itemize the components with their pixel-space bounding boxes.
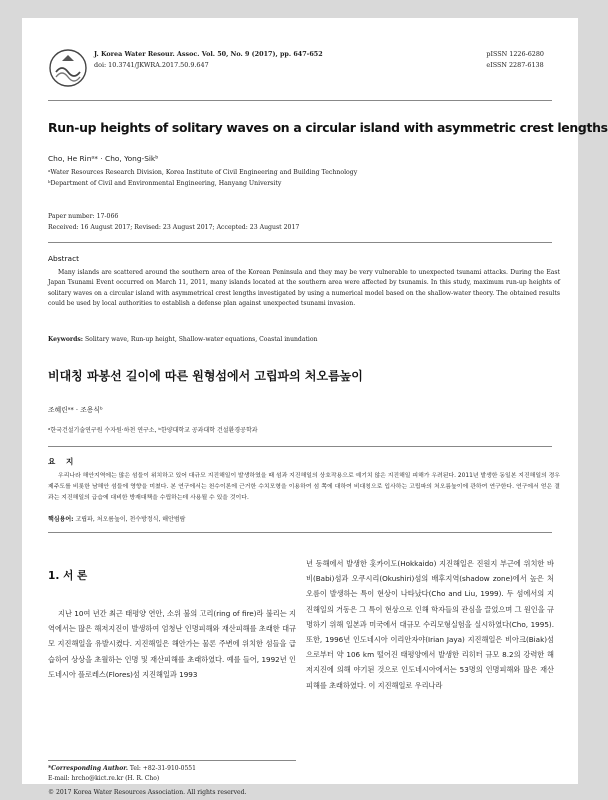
korean-keywords-list: 고립파, 처오름높이, 천수방정식, 해안범람 bbox=[73, 516, 186, 523]
korean-author-list: 조혜린ᵃ* · 조용식ᵇ bbox=[48, 406, 103, 414]
korean-keywords bbox=[48, 514, 185, 523]
issn-block bbox=[486, 49, 544, 71]
affiliations bbox=[48, 168, 357, 189]
affiliation-a: ᵃWater Resources Research Division, Korea Institute of Civil Engineering and Building Technology bbox=[48, 169, 358, 176]
keywords-label: Keywords: bbox=[48, 336, 84, 343]
body-left-column: 지난 10여 년간 최근 태평양 연안, 소위 불의 고리(ring of fire)라 불리는 지역에서는 많은 해저지진이 발생하여 엄청난 인명피해와 재산피해를 초래한 대규모 지진해일을 유발시켰다. 지진해일은 해안가는 물론 주변에 위치한 섬들을 급습하여 상상을 초월하는 인명 및 재산피해를 초래하였다. 예를 들어, 1992년 인도네시아 플로레스(Flores)섬 지진해일과 1993 bbox=[48, 609, 296, 679]
korean-abstract-heading: 요 지 bbox=[48, 457, 78, 466]
kwra-logo-icon bbox=[48, 48, 88, 88]
body-right-column: 년 동해에서 발생한 홋카이도(Hokkaido) 지진해일은 진원지 부근에 위치한 바비(Babi)섬과 오쿠시리(Okushiri)섬의 배후지역(shadow zone)에서 높은 처오름이 발생하는 특이 현상이 나타났다(Cho and Liu, 1999). 두 섬에서의 지진해일의 거동은 그 특이 현상으로 인해 학자들의 관심을 끌었으며 그 원인을 규명하기 위해 일본과 미국에서 대규모 수리모형실험을 실시하였다(Cho, 1995). 또한, 1996년 인도네시아 이리안자야(Irian Jaya) 지진해일은 비아크(Biak)섬으로부터 약 106 km 떨어진 태평양에서 발생한 리히터 규모 8.2의 강력한 해저지진에 의해 야기된 것으로 인도네시아에서는 53명의 인명피해와 많은 재산피해를 초래하였다. 이 지진해일로 우리나라 bbox=[306, 559, 554, 690]
paper-page bbox=[22, 18, 608, 796]
korean-abstract-divider bbox=[48, 446, 552, 447]
section-1-heading: 1. 서 론 bbox=[48, 570, 88, 582]
corresponding-email[interactable]: E-mail: hrcho@kict.re.kr (H. R. Cho) bbox=[48, 774, 160, 782]
eissn: eISSN 2287-6138 bbox=[486, 61, 544, 69]
received-dates: Received: 16 August 2017; Revised: 23 August 2017; Accepted: 23 August 2017 bbox=[48, 224, 300, 231]
corresponding-label: *Corresponding Author. bbox=[48, 765, 128, 772]
abstract-heading: Abstract bbox=[48, 254, 80, 263]
header-divider bbox=[48, 100, 552, 101]
abstract-divider bbox=[48, 242, 552, 243]
author-list: Cho, He Rinᵃ* · Cho, Yong-Sikᵇ bbox=[48, 154, 159, 163]
paper-dates bbox=[48, 211, 299, 233]
paper-title: Run-up heights of solitary waves on a circular island with asymmetric crest lengths bbox=[48, 120, 608, 135]
paper-number: Paper number: 17-066 bbox=[48, 213, 119, 220]
body-divider bbox=[48, 532, 552, 533]
korean-affiliations: ᵃ한국건설기술연구원 수자원·하천 연구소, ᵇ한양대학교 공과대학 건설환경공학과 bbox=[48, 427, 258, 434]
footnote-divider bbox=[48, 760, 296, 761]
keywords bbox=[48, 336, 560, 343]
affiliation-b: ᵇDepartment of Civil and Environmental Engineering, Hanyang University bbox=[48, 179, 282, 187]
corresponding-phone: Tel: +82-31-910-0551 bbox=[127, 765, 196, 772]
keywords-list: Solitary wave, Run-up height, Shallow-water equations, Coastal inundation bbox=[83, 336, 318, 343]
korean-keywords-label: 핵심용어: bbox=[48, 516, 74, 523]
abstract-text: Many islands are scattered around the southern area of the Korean Peninsula and they may be very vulnerable to unexpected tsunami attacks. During the East Japan Tsunami Event occurred on March 11, 2011, many islands located at the southern area were affected by tsunamis. In this study, maximum run-up heights of solitary waves on a circular island with asymmetrical crest lengths investigated by using a numerical model based on the shallow-water theory. The obtained results could be used by local authorities to establish a defense plan against unexpected tsunami invasion. bbox=[48, 269, 560, 307]
journal-header bbox=[94, 49, 323, 71]
corresponding-author bbox=[48, 764, 196, 783]
pissn: pISSN 1226-6280 bbox=[486, 50, 544, 58]
copyright-notice: © 2017 Korea Water Resources Association. All rights reserved. bbox=[48, 789, 247, 796]
korean-abstract-text: 우리나라 해안지역에는 많은 섬들이 위치하고 있어 대규모 지진해일이 발생하였을 때 섬과 지진해일의 상호작용으로 예기치 않은 지진해일 피해가 우려된다. 2011년 발생한 동일본 지진해일의 경우 제주도를 비롯한 남해안 섬들에 영향을 미쳤다. 본 연구에서는 천수이론에 근거한 수치모형을 이용하여 섬 쪽에 대하여 비대칭으로 입사하는 고립파의 처오름높이에 관하여 연구한다. 연구에서 얻은 결과는 지진해일의 급습에 대비한 방재대책을 수립하는데 사용될 수 있을 것이다. bbox=[48, 473, 560, 502]
doi-link[interactable]: doi: 10.3741/JKWRA.2017.50.9.647 bbox=[94, 61, 209, 69]
journal-citation: J. Korea Water Resour. Assoc. Vol. 50, No. 9 (2017), pp. 647-652 bbox=[94, 50, 323, 58]
korean-title: 비대칭 파봉선 길이에 따른 원형섬에서 고립파의 처오름높이 bbox=[48, 369, 363, 383]
